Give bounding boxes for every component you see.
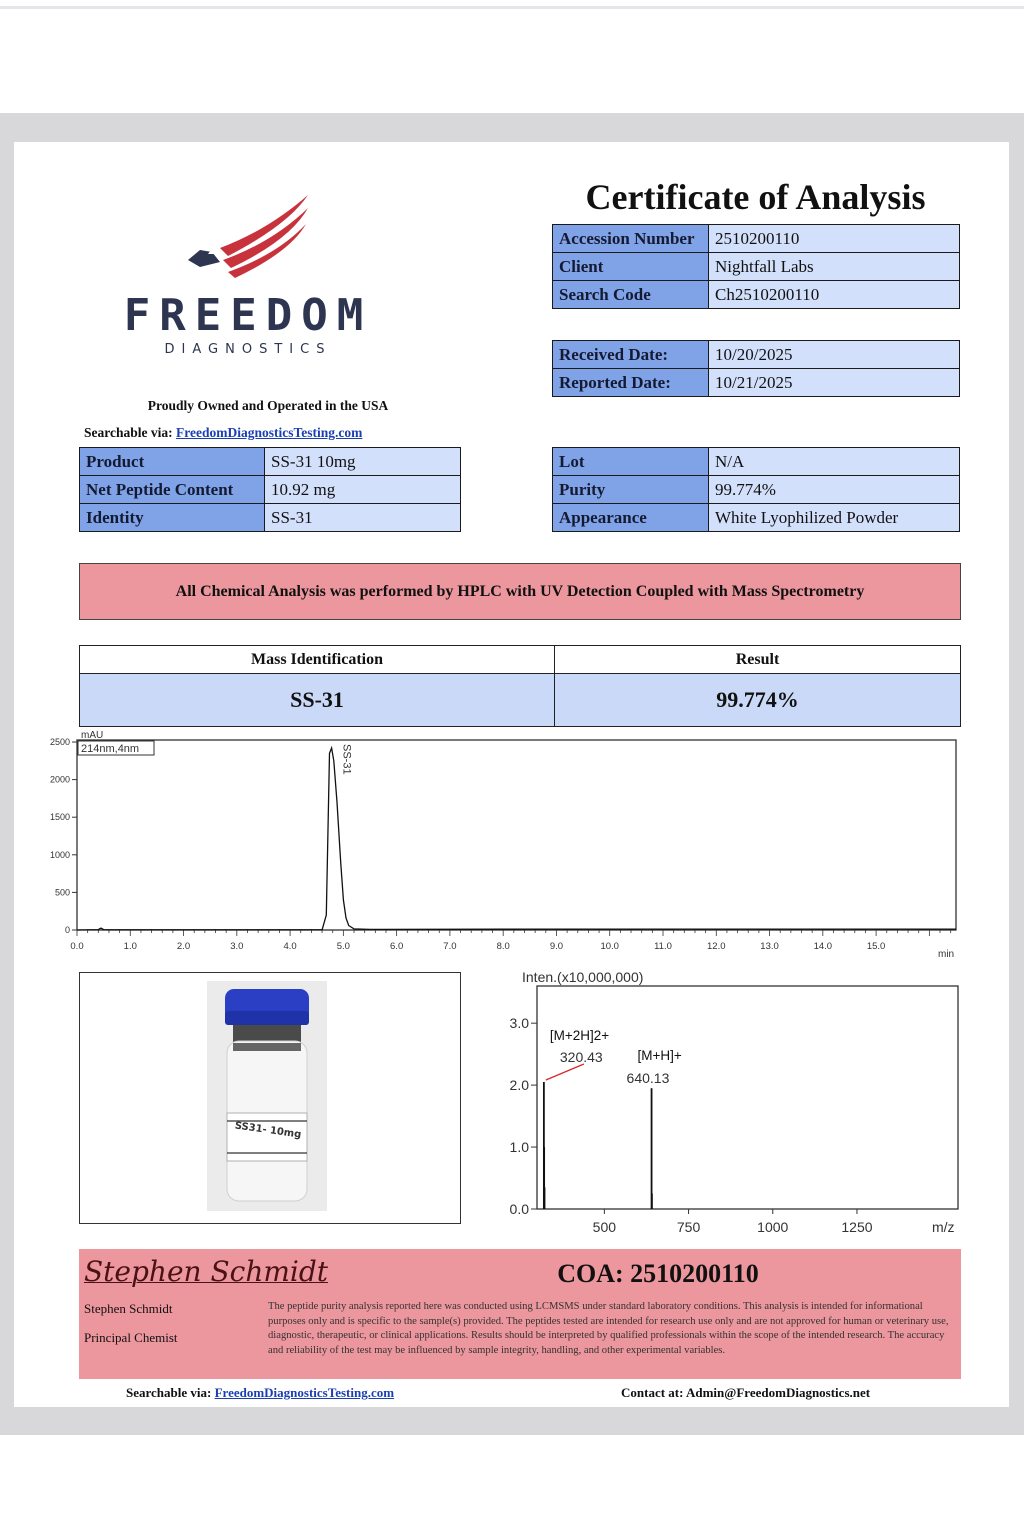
mass-identification-header: Mass Identification <box>80 646 555 674</box>
hplc-y-tick-label: 500 <box>54 887 70 898</box>
appearance-label: Appearance <box>553 504 709 532</box>
vial-image <box>207 981 327 1211</box>
ms-x-unit: m/z <box>932 1219 955 1235</box>
hplc-peak-label: SS-31 <box>340 744 353 775</box>
signature: Stephen Schmidt <box>84 1255 329 1288</box>
received-date-value: 10/20/2025 <box>709 341 960 369</box>
appearance-value: White Lyophilized Powder <box>709 504 960 532</box>
lot-value: N/A <box>709 448 960 476</box>
hplc-x-tick-label: 7.0 <box>443 941 457 952</box>
table-header-row <box>80 646 961 674</box>
ms-peak-value-label: 640.13 <box>626 1070 670 1087</box>
ms-annotation-leader <box>546 1064 584 1080</box>
logo <box>108 190 388 360</box>
product-table <box>79 447 461 532</box>
page-title: Certificate of Analysis <box>585 177 926 217</box>
hplc-x-unit: min <box>938 949 955 960</box>
dates-table <box>552 340 960 397</box>
tagline: Proudly Owned and Operated in the USA <box>147 398 389 413</box>
reported-date-label: Reported Date: <box>553 369 709 397</box>
hplc-x-tick-label: 4.0 <box>283 941 297 952</box>
coa-number: COA: 2510200110 <box>557 1259 759 1288</box>
client-label: Client <box>553 253 709 281</box>
purity-value: 99.774% <box>709 476 960 504</box>
table-row <box>80 476 461 504</box>
result-table <box>79 645 961 727</box>
flag-wing-icon <box>108 190 388 290</box>
searchable-via <box>84 425 362 441</box>
footer-website-link[interactable]: FreedomDiagnosticsTesting.com <box>214 1385 395 1400</box>
hplc-x-tick-label: 1.0 <box>123 941 137 952</box>
hplc-y-tick-label: 1000 <box>49 849 70 860</box>
searchable-label: Searchable via: <box>84 425 173 440</box>
ms-x-tick-label: 750 <box>676 1219 701 1235</box>
product-value: SS-31 10mg <box>265 448 461 476</box>
table-row <box>553 341 960 369</box>
footer-searchable-label: Searchable via: <box>126 1385 212 1400</box>
received-date-label: Received Date: <box>553 341 709 369</box>
ms-y-label: Inten.(x10,000,000) <box>522 969 644 985</box>
lot-label: Lot <box>553 448 709 476</box>
company-subtitle: DIAGNOSTICS <box>164 342 332 357</box>
search-code-label: Search Code <box>553 281 709 309</box>
accession-value: 2510200110 <box>709 225 960 253</box>
lot-table <box>552 447 960 532</box>
hplc-y-label: mAU <box>81 730 104 741</box>
company-name: FREEDOM <box>123 290 373 341</box>
table-row <box>80 674 961 727</box>
vial-label-text: SS31- 10mg <box>234 1120 302 1141</box>
top-divider <box>0 6 1024 9</box>
hplc-x-tick-label: 13.0 <box>760 941 779 952</box>
footer-searchable <box>126 1385 394 1401</box>
table-row <box>80 504 461 532</box>
product-label: Product <box>80 448 265 476</box>
ms-x-tick-label: 1000 <box>757 1219 789 1235</box>
hplc-trace <box>77 748 956 930</box>
hplc-x-tick-label: 12.0 <box>707 941 726 952</box>
accession-label: Accession Number <box>553 225 709 253</box>
table-row <box>553 504 960 532</box>
result-header: Result <box>555 646 961 674</box>
ms-x-tick-label: 500 <box>592 1219 617 1235</box>
contact-info: Contact at: Admin@FreedomDiagnostics.net <box>621 1385 871 1400</box>
hplc-x-tick-label: 5.0 <box>336 941 350 952</box>
hplc-legend: 214nm,4nm <box>81 743 140 755</box>
identity-label: Identity <box>80 504 265 532</box>
table-row <box>553 225 960 253</box>
search-code-value: Ch2510200110 <box>709 281 960 309</box>
hplc-x-tick-label: 0.0 <box>70 941 84 952</box>
hplc-chromatogram <box>30 725 970 965</box>
ms-peak-label: [M+2H]2+ <box>549 1028 610 1044</box>
purity-label: Purity <box>553 476 709 504</box>
hplc-x-tick-label: 10.0 <box>600 941 619 952</box>
hplc-plot-frame <box>77 740 956 930</box>
hplc-x-tick-label: 3.0 <box>230 941 244 952</box>
table-row <box>553 281 960 309</box>
hplc-y-tick-label: 2000 <box>49 774 70 785</box>
table-row <box>553 476 960 504</box>
ms-x-tick-label: 1250 <box>841 1219 873 1235</box>
net-peptide-value: 10.92 mg <box>265 476 461 504</box>
table-row <box>553 253 960 281</box>
hplc-x-tick-label: 6.0 <box>390 941 404 952</box>
hplc-x-tick-label: 14.0 <box>813 941 833 952</box>
mass-identification-value: SS-31 <box>80 674 555 727</box>
analysis-method-banner: All Chemical Analysis was performed by HPLC with UV Detection Coupled with Mass Spectrometry <box>79 563 961 620</box>
website-link[interactable]: FreedomDiagnosticsTesting.com <box>176 425 363 440</box>
identity-value: SS-31 <box>265 504 461 532</box>
product-photo-frame <box>79 972 461 1224</box>
table-row <box>553 369 960 397</box>
accession-table <box>552 224 960 309</box>
client-value: Nightfall Labs <box>709 253 960 281</box>
hplc-x-tick-label: 2.0 <box>176 941 191 952</box>
ms-y-tick-label: 0.0 <box>509 1201 529 1217</box>
ms-y-tick-label: 2.0 <box>509 1077 529 1094</box>
hplc-x-tick-label: 9.0 <box>549 941 564 952</box>
ms-peak-value-label: 320.43 <box>559 1049 603 1066</box>
hplc-y-tick-label: 2500 <box>49 737 70 747</box>
ms-y-tick-label: 3.0 <box>509 1015 529 1032</box>
hplc-x-tick-label: 11.0 <box>654 941 672 952</box>
chemist-name: Stephen Schmidt <box>84 1301 173 1316</box>
table-row <box>80 448 461 476</box>
net-peptide-label: Net Peptide Content <box>80 476 265 504</box>
mass-spectrum <box>480 965 970 1237</box>
table-row <box>553 448 960 476</box>
ms-plot-frame <box>537 986 958 1209</box>
chemist-role: Principal Chemist <box>84 1330 178 1345</box>
ms-peak-label: [M+H]+ <box>637 1048 682 1064</box>
hplc-y-tick-label: 1500 <box>49 812 70 823</box>
reported-date-value: 10/21/2025 <box>709 369 960 397</box>
disclaimer-text: The peptide purity analysis reported here was conducted using LCMSMS under standard laboratory conditions. This analysis is intended for informational purposes only and is specific to the sample(s) provided. The peptides tested are intended for research use only and are not approved for human or veterinary use, diagnostic, therapeutic, or clinical applications. Results should be interpreted by qualified professionals within the scope of the intended research. The accuracy and reliability of the test may be influenced by sample integrity, handling, and other experimental variables. <box>268 1301 949 1356</box>
hplc-x-tick-label: 15.0 <box>866 941 886 952</box>
ms-y-tick-label: 1.0 <box>509 1139 529 1156</box>
result-value: 99.774% <box>555 674 961 727</box>
hplc-x-tick-label: 8.0 <box>496 941 510 952</box>
hplc-y-tick-label: 0 <box>64 925 70 935</box>
